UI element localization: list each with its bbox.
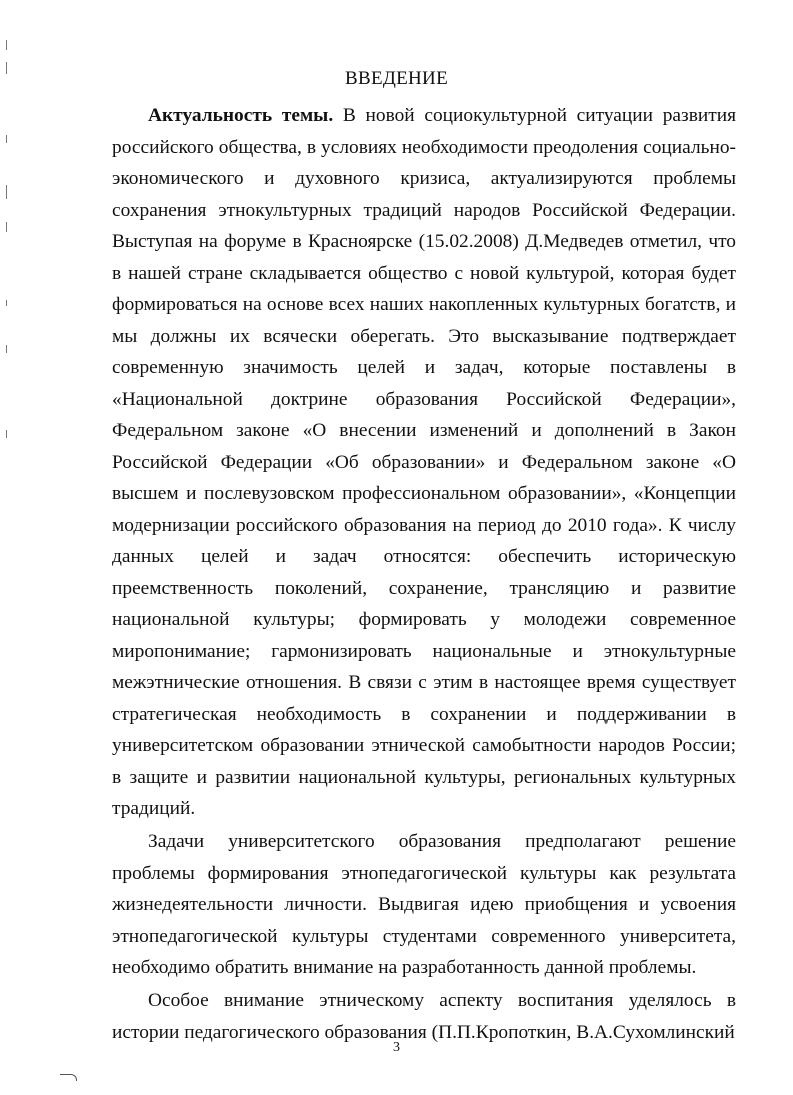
scan-artifact: [6, 135, 7, 143]
scan-artifact: [6, 222, 7, 232]
scan-artifact: [6, 300, 7, 306]
scan-artifact: [60, 1074, 77, 1081]
scan-artifact: [6, 430, 7, 438]
relevance-text: В новой социокультурной ситуации развития российского общества, в условиях необходимости преодоления социально-экономического и духовного кризиса, актуализируются проблемы сохранения этнокультурных традиций народов Российской Федерации. Выступая на форуме в Красноярске (15.02.2008) Д.Медведев отметил, что в нашей стране складывается общество с новой культурой, которая будет формироваться на основе всех наших накопленных культурных богатств, и мы должны их всячески оберегать. Это высказывание подтверждает современную значимость целей и задач, которые поставлены в «Национальной доктрине образования Российской Федерации», Федеральном законе «О внесении изменений и дополнений в Закон Российской Федерации «Об образовании» и Федеральном законе «О высшем и послевузовском профессиональном образовании», «Концепции модернизации российского образования на период до 2010 года». К числу данных целей и задач относятся: обеспечить историческую преемственность поколений, сохранение, трансляцию и развитие национальной культуры; формировать у молодежи современное миропонимание; гармонизировать национальные и этнокультурные межэтнические отношения. В связи с этим в настоящее время существует стратегическая необходимость в сохранении и поддерживании в университетском образовании этнической самобытности народов России; в защите и развитии национальной культуры, региональных культурных традиций.: [112, 105, 737, 819]
page-number: 3: [393, 1040, 400, 1055]
paragraph-relevance: [112, 100, 736, 825]
paragraph-special-attention: Особое внимание этническому аспекту воспитания уделялось в истории педагогического образования (П.П.Кропоткин, В.А.Сухомлинский: [112, 990, 736, 1043]
scan-artifact: [6, 40, 7, 50]
relevance-lead: Актуальность темы.: [148, 105, 334, 126]
paragraph-university-tasks: Задачи университетского образования предполагают решение проблемы формирования этнопедагогической культуры как результата жизнедеятельности личности. Выдвигая идею приобщения и усвоения этнопедагогической культуры студентами современного университета, необходимо обратить внимание на разработанность данной проблемы.: [112, 831, 736, 978]
scan-artifact: [6, 345, 7, 353]
page-heading: ВВЕДЕНИЕ: [345, 68, 448, 89]
scan-artifact: [6, 185, 7, 199]
body-text: [112, 100, 736, 1048]
